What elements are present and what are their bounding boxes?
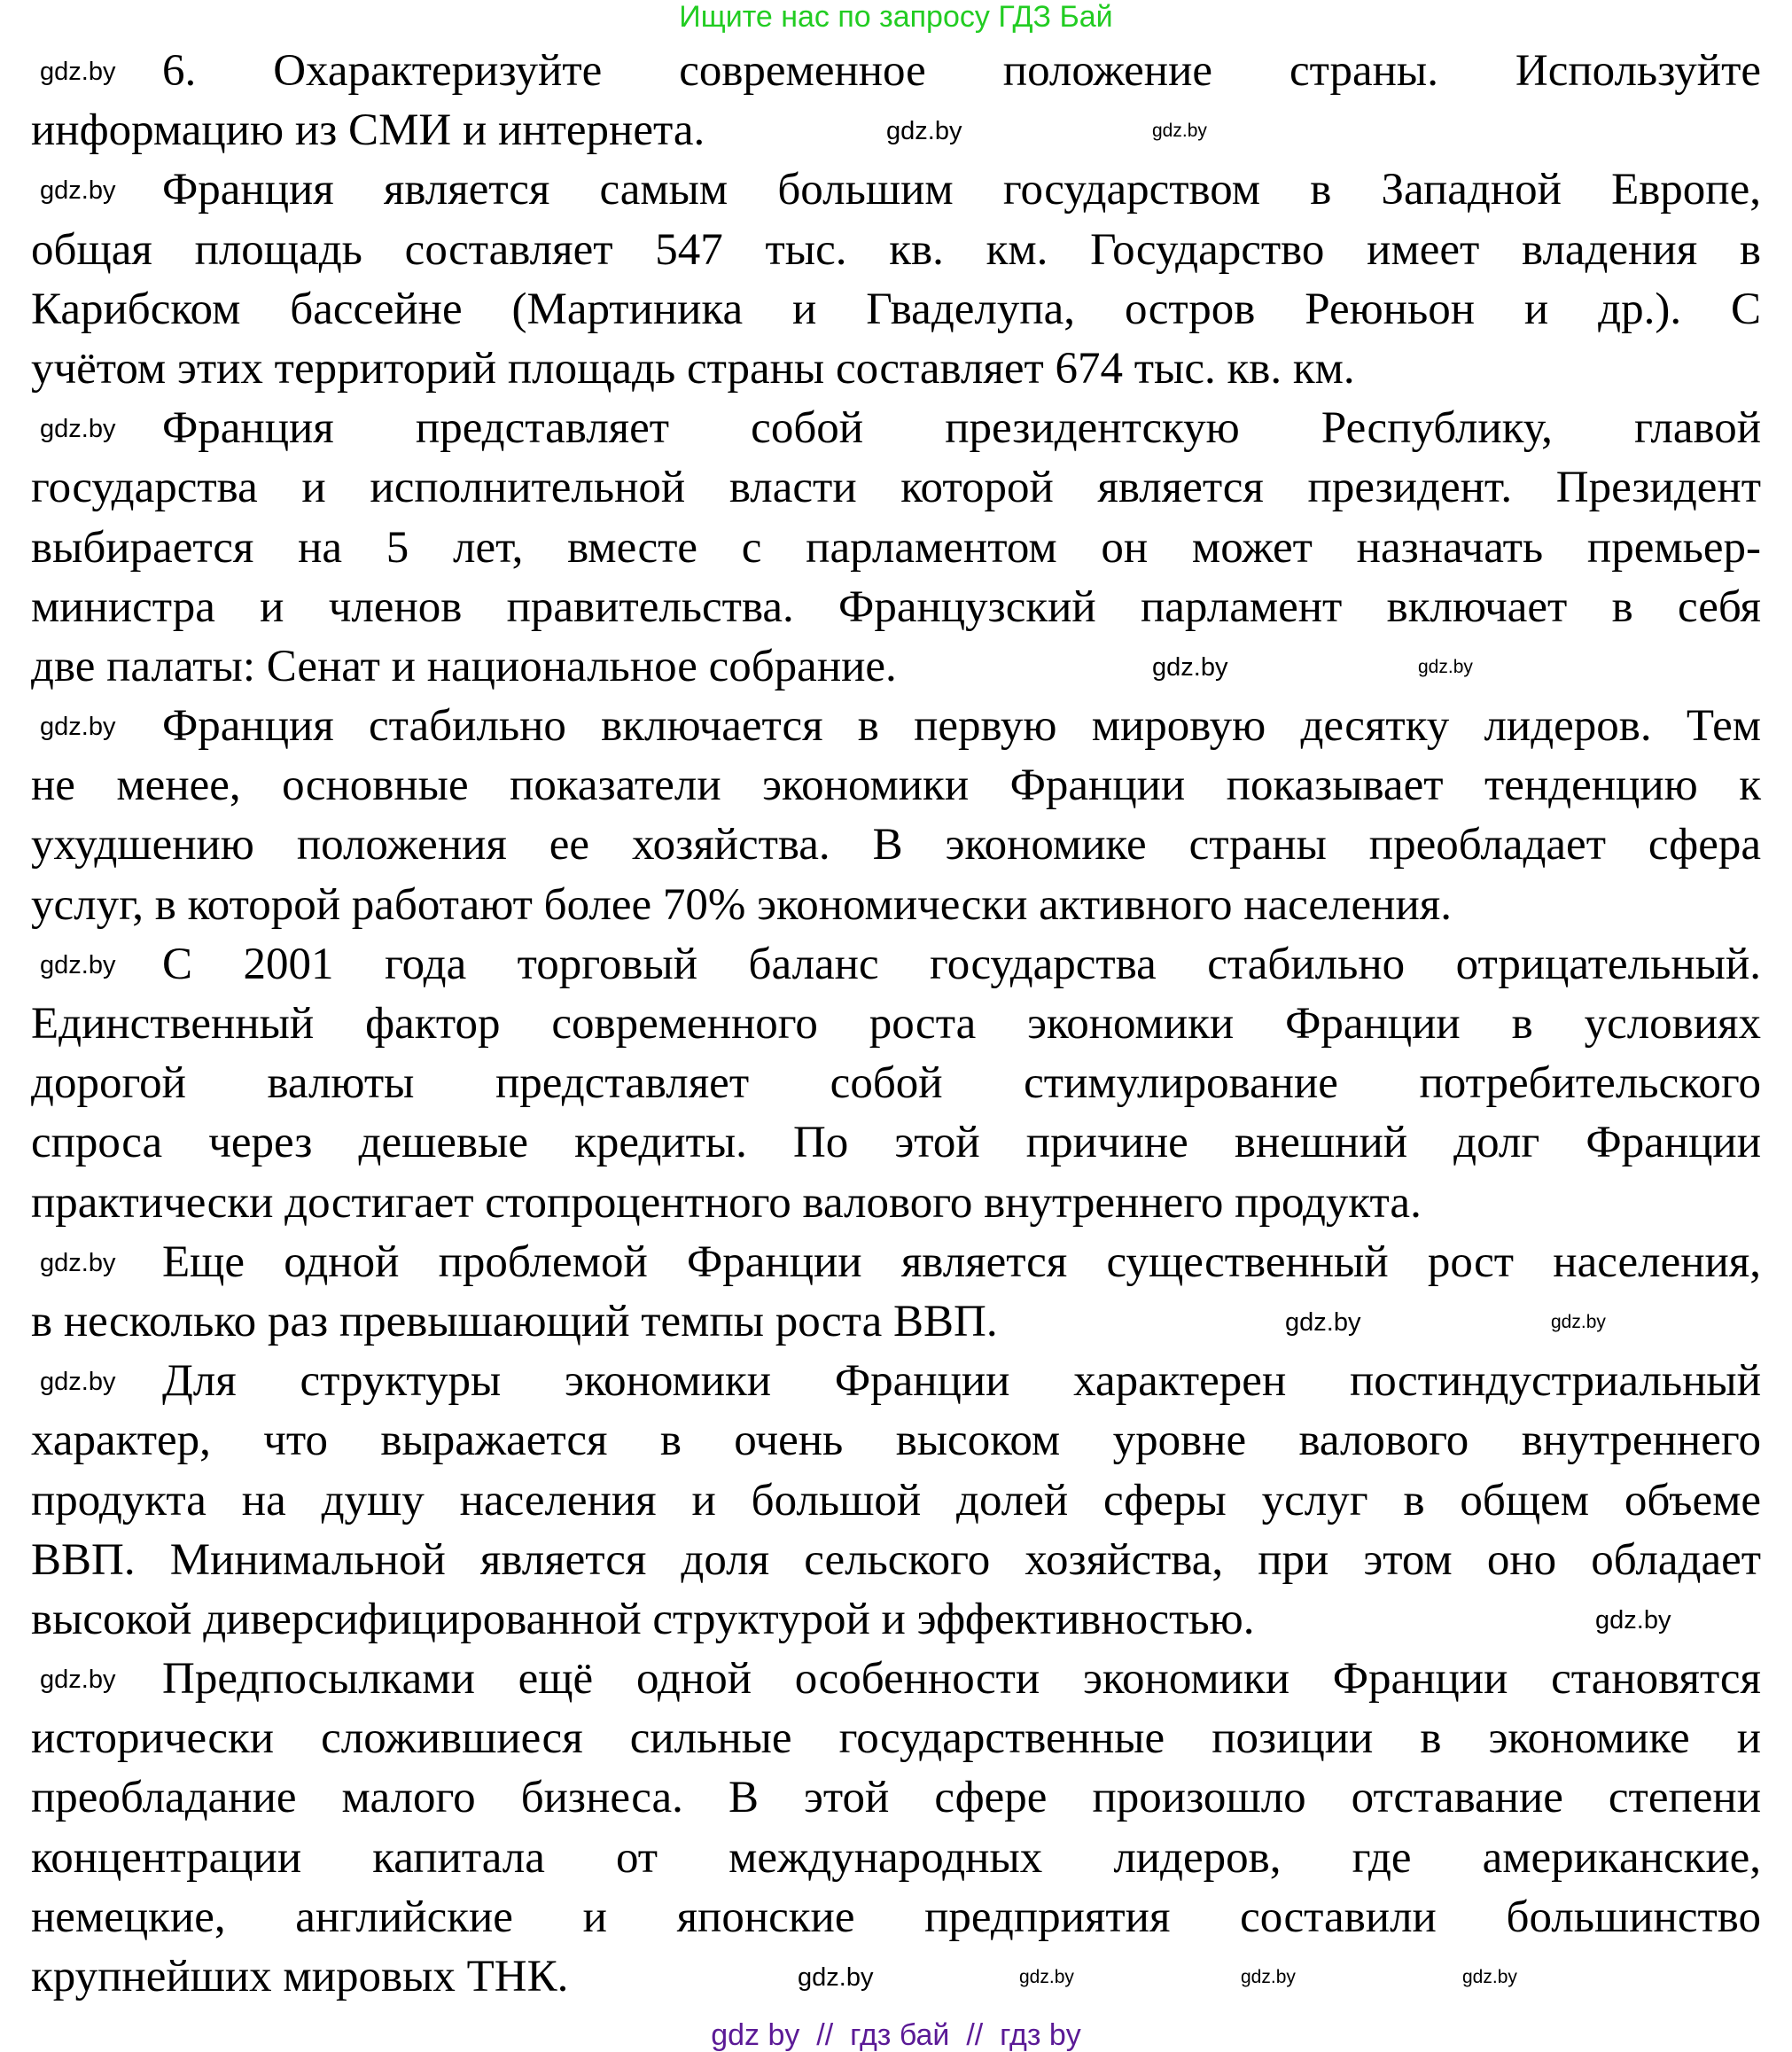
- paragraph-line: Франция представляет собой президентскую Республику, главой: [162, 403, 1761, 454]
- question-line: 6. Охарактеризуйте современное положение страны. Используйте: [162, 46, 1761, 96]
- paragraph-line: крупнейших мировых ТНК.: [31, 1952, 569, 2001]
- paragraph-line: выбирается на 5 лет, вместе с парламентом он может назначать премьер-: [31, 522, 1761, 573]
- paragraph-line: спроса через дешевые кредиты. По этой причине внешний долг Франции: [31, 1118, 1761, 1168]
- watermark-text: gdz.by: [1152, 653, 1228, 682]
- paragraph-line: ухудшению положения ее хозяйства. В экономике страны преобладает сфера: [31, 820, 1761, 870]
- watermark-text: gdz.by: [40, 176, 116, 206]
- paragraph-line: немецкие, английские и японские предприятия составили большинство: [31, 1892, 1761, 1942]
- paragraph-line: Предпосылками ещё одной особенности экономики Франции становятся: [162, 1654, 1761, 1705]
- watermark-text: gdz.by: [40, 415, 116, 444]
- paragraph-line: Франция стабильно включается в первую мировую десятку лидеров. Тем: [162, 701, 1761, 752]
- question-line: информацию из СМИ и интернета.: [31, 105, 705, 156]
- answer-text: [31, 42, 1761, 2007]
- paragraph-line: Для структуры экономики Франции характерен постиндустриальный: [162, 1356, 1761, 1407]
- paragraph-line: две палаты: Сенат и национальное собрание.: [31, 641, 897, 691]
- watermark-text: gdz.by: [1241, 1967, 1296, 1988]
- watermark-text: gdz.by: [40, 58, 116, 86]
- paragraph-line: министра и членов правительства. Французский парламент включает в себя: [31, 581, 1761, 632]
- watermark-text: gdz.by: [40, 1666, 116, 1695]
- paragraph-line: практически достигает стопроцентного валового внутреннего продукта.: [31, 1177, 1422, 1228]
- watermark-text: gdz.by: [886, 117, 962, 146]
- paragraph-line: продукта на душу населения и большой долей сферы услуг в общем объеме: [31, 1475, 1761, 1525]
- paragraph-line: Еще одной проблемой Франции является существенный рост населения,: [162, 1237, 1761, 1287]
- paragraph-line: С 2001 года торговый баланс государства стабильно отрицательный.: [162, 939, 1761, 989]
- paragraph-line: общая площадь составляет 547 тыс. кв. км. Государство имеет владения в: [31, 224, 1761, 275]
- watermark-text: gdz.by: [40, 951, 116, 979]
- paragraph-line: Единственный фактор современного роста экономики Франции в условиях: [31, 999, 1761, 1049]
- watermark-text: gdz.by: [40, 1249, 116, 1277]
- paragraph-line: учётом этих территорий площадь страны составляет 674 тыс. кв. км.: [31, 343, 1355, 394]
- paragraph-line: характер, что выражается в очень высоком уровне валового внутреннего: [31, 1416, 1761, 1466]
- watermark-text: gdz.by: [1462, 1967, 1517, 1988]
- paragraph-line: в несколько раз превышающий темпы роста ВВП.: [31, 1296, 998, 1346]
- watermark-text: gdz.by: [1551, 1312, 1606, 1333]
- watermark-text: gdz.by: [1418, 657, 1473, 677]
- paragraph-line: Карибском бассейне (Мартиника и Гваделупа, остров Реюньон и др.). С: [31, 284, 1761, 334]
- paragraph-line: преобладание малого бизнеса. В этой сфере произошло отставание степени: [31, 1773, 1761, 1823]
- watermark-text: gdz.by: [1019, 1967, 1074, 1988]
- paragraph-line: ВВП. Минимальной является доля сельского хозяйства, при этом оно обладает: [31, 1534, 1761, 1585]
- watermark-text: gdz.by: [1595, 1606, 1671, 1635]
- watermark-text: gdz.by: [798, 1963, 874, 1993]
- paragraph-line: Франция является самым большим государством в Западной Европе,: [162, 165, 1761, 215]
- paragraph-line: услуг, в которой работают более 70% экономически активного населения.: [31, 879, 1452, 930]
- watermark-text: gdz.by: [1285, 1308, 1361, 1338]
- watermark-text: gdz.by: [40, 713, 116, 742]
- watermark-text: gdz.by: [40, 1368, 116, 1397]
- search-hint-banner: Ищите нас по запросу ГДЗ Бай: [679, 0, 1113, 34]
- paragraph-line: дорогой валюты представляет собой стимулирование потребительского: [31, 1058, 1761, 1109]
- watermark-text: gdz.by: [1152, 121, 1207, 142]
- paragraph-line: исторически сложившиеся сильные государственные позиции в экономике и: [31, 1713, 1761, 1764]
- paragraph-line: концентрации капитала от международных лидеров, где американские,: [31, 1832, 1761, 1883]
- paragraph-line: не менее, основные показатели экономики Франции показывает тенденцию к: [31, 761, 1761, 811]
- paragraph-line: высокой диверсифицированной структурой и эффективностью.: [31, 1594, 1255, 1644]
- paragraph-line: государства и исполнительной власти которой является президент. Президент: [31, 463, 1761, 513]
- footer-links[interactable]: gdz by // гдз бай // гдз by: [711, 2018, 1081, 2052]
